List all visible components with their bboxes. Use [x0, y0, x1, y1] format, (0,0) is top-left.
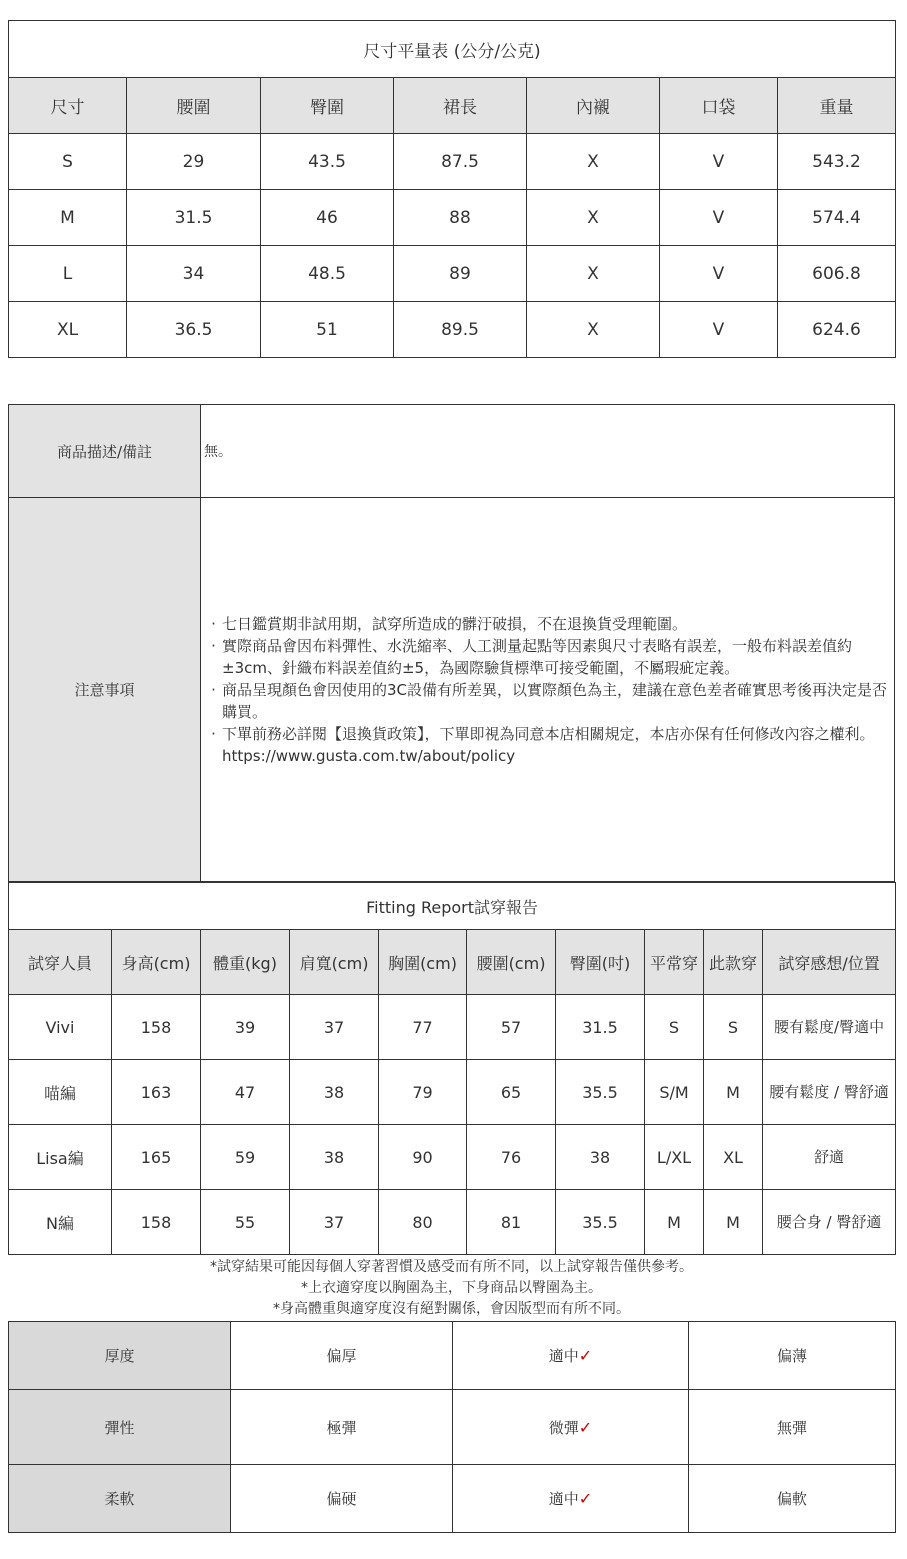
fitting-cell: L/XL — [645, 1125, 704, 1190]
fitting-cell: 59 — [201, 1125, 290, 1190]
notes-item: · 商品呈現顏色會因使用的3C設備有所差異，以實際顏色為主，建議在意色差者確實思考後再決定是否購買。 — [205, 679, 888, 723]
notes-label: 注意事項 — [9, 498, 201, 882]
fitting-cell: 31.5 — [556, 995, 645, 1060]
size-chart-row — [9, 134, 896, 190]
check-icon: ✓ — [578, 1417, 593, 1437]
size-chart-cell: 89.5 — [394, 302, 527, 358]
size-chart-cell: 29 — [127, 134, 261, 190]
fitting-cell: 76 — [467, 1125, 556, 1190]
fitting-cell: 喵編 — [9, 1060, 112, 1125]
fitting-header: 試穿人員 — [9, 930, 112, 995]
size-chart-cell: X — [527, 190, 660, 246]
fitting-cell: 79 — [379, 1060, 467, 1125]
size-chart-cell: 606.8 — [778, 246, 896, 302]
size-chart-table — [8, 20, 896, 358]
fitting-row — [9, 1125, 896, 1190]
fitting-cell: 158 — [112, 995, 201, 1060]
description-label: 商品描述/備註 — [9, 405, 201, 498]
fabric-option: 微彈✓ — [453, 1390, 689, 1465]
size-chart-cell: X — [527, 302, 660, 358]
size-chart-cell: 48.5 — [261, 246, 394, 302]
fitting-header: 平常穿 — [645, 930, 704, 995]
fitting-header: 肩寬(cm) — [290, 930, 379, 995]
size-chart-cell: X — [527, 246, 660, 302]
fitting-cell: S — [645, 995, 704, 1060]
notes-list — [201, 613, 894, 767]
description-value: 無。 — [204, 444, 232, 460]
size-chart-header: 臀圍 — [261, 78, 394, 134]
size-chart-header: 裙長 — [394, 78, 527, 134]
size-chart-cell: 574.4 — [778, 190, 896, 246]
fitting-cell: Lisa編 — [9, 1125, 112, 1190]
fitting-cell: XL — [704, 1125, 763, 1190]
fitting-header: 胸圍(cm) — [379, 930, 467, 995]
fabric-option: 偏薄 — [689, 1322, 896, 1390]
size-chart-cell: 543.2 — [778, 134, 896, 190]
fitting-cell: 77 — [379, 995, 467, 1060]
fitting-cell: 90 — [379, 1125, 467, 1190]
size-chart-header: 重量 — [778, 78, 896, 134]
size-chart-cell: 43.5 — [261, 134, 394, 190]
fitting-cell: S — [704, 995, 763, 1060]
fitting-cell: 163 — [112, 1060, 201, 1125]
size-chart-cell: S — [9, 134, 127, 190]
size-chart-header: 口袋 — [660, 78, 778, 134]
fitting-cell: 腰有鬆度 / 臀舒適 — [763, 1060, 896, 1125]
size-chart-header: 腰圍 — [127, 78, 261, 134]
disclaimer-line: *上衣適穿度以胸圍為主，下身商品以臀圍為主。 — [301, 1280, 602, 1296]
fitting-cell: 腰合身 / 臀舒適 — [763, 1190, 896, 1255]
disclaimer-line: *試穿結果可能因每個人穿著習慣及感受而有所不同，以上試穿報告僅供參考。 — [210, 1259, 693, 1275]
notes-item: · 下單前務必詳閱【退換貨政策】，下單即視為同意本店相關規定，本店亦保有任何修改內容之權利。https://www.gusta.com.tw/about/policy — [205, 723, 888, 767]
fitting-header: 臀圍(吋) — [556, 930, 645, 995]
fitting-cell: 81 — [467, 1190, 556, 1255]
fitting-report-title: Fitting Report試穿報告 — [9, 883, 896, 930]
size-chart-cell: V — [660, 134, 778, 190]
fitting-cell: 57 — [467, 995, 556, 1060]
check-icon: ✓ — [578, 1489, 593, 1508]
fitting-cell: 腰有鬆度/臀適中 — [763, 995, 896, 1060]
fitting-report-table — [8, 882, 896, 1255]
fitting-disclaimer — [8, 1257, 895, 1320]
fitting-cell: 55 — [201, 1190, 290, 1255]
fabric-row — [9, 1322, 896, 1390]
size-chart-cell: XL — [9, 302, 127, 358]
product-info-table — [8, 404, 895, 882]
fabric-label: 厚度 — [9, 1322, 231, 1390]
fitting-header: 身高(cm) — [112, 930, 201, 995]
size-chart-cell: M — [9, 190, 127, 246]
disclaimer-line: *身高體重與適穿度沒有絕對關係，會因版型而有所不同。 — [273, 1301, 630, 1317]
fabric-label: 彈性 — [9, 1390, 231, 1465]
fabric-row — [9, 1390, 896, 1465]
size-chart-cell: 89 — [394, 246, 527, 302]
size-chart-cell: 31.5 — [127, 190, 261, 246]
size-chart-cell: V — [660, 246, 778, 302]
fitting-row — [9, 1060, 896, 1125]
fabric-option: 偏硬 — [231, 1465, 453, 1533]
fitting-cell: 158 — [112, 1190, 201, 1255]
fitting-cell: S/M — [645, 1060, 704, 1125]
fitting-header: 體重(kg) — [201, 930, 290, 995]
fitting-row — [9, 1190, 896, 1255]
fabric-label: 柔軟 — [9, 1465, 231, 1533]
size-chart-cell: 46 — [261, 190, 394, 246]
fabric-option: 無彈 — [689, 1390, 896, 1465]
size-chart-cell: L — [9, 246, 127, 302]
check-icon: ✓ — [578, 1346, 593, 1365]
fitting-row — [9, 995, 896, 1060]
fitting-cell: 37 — [290, 1190, 379, 1255]
fitting-cell: 舒適 — [763, 1125, 896, 1190]
fitting-header-row — [9, 930, 896, 995]
fitting-cell: 35.5 — [556, 1060, 645, 1125]
fitting-cell: 37 — [290, 995, 379, 1060]
size-chart-row — [9, 302, 896, 358]
size-chart-header: 內襯 — [527, 78, 660, 134]
fitting-header: 此款穿 — [704, 930, 763, 995]
fitting-cell: 38 — [290, 1125, 379, 1190]
fitting-cell: 35.5 — [556, 1190, 645, 1255]
size-chart-cell: 624.6 — [778, 302, 896, 358]
fabric-option: 極彈 — [231, 1390, 453, 1465]
fitting-cell: 65 — [467, 1060, 556, 1125]
size-chart-header: 尺寸 — [9, 78, 127, 134]
size-chart-cell: X — [527, 134, 660, 190]
fitting-cell: M — [645, 1190, 704, 1255]
size-chart-cell: V — [660, 302, 778, 358]
fitting-cell: 80 — [379, 1190, 467, 1255]
fabric-option: 偏厚 — [231, 1322, 453, 1390]
size-chart-row — [9, 246, 896, 302]
fabric-option: 適中✓ — [453, 1322, 689, 1390]
size-chart-cell: 36.5 — [127, 302, 261, 358]
fabric-properties-table — [8, 1321, 896, 1533]
size-chart-cell: V — [660, 190, 778, 246]
fitting-cell: 165 — [112, 1125, 201, 1190]
size-chart-cell: 51 — [261, 302, 394, 358]
size-chart-cell: 88 — [394, 190, 527, 246]
fitting-cell: 47 — [201, 1060, 290, 1125]
fitting-header: 試穿感想/位置 — [763, 930, 896, 995]
fitting-cell: 38 — [290, 1060, 379, 1125]
fitting-cell: M — [704, 1190, 763, 1255]
fabric-option: 偏軟 — [689, 1465, 896, 1533]
fabric-option: 適中✓ — [453, 1465, 689, 1533]
fitting-cell: Vivi — [9, 995, 112, 1060]
fabric-row — [9, 1465, 896, 1533]
fitting-header: 腰圍(cm) — [467, 930, 556, 995]
notes-item: · 實際商品會因布料彈性、水洗縮率、人工測量起點等因素與尺寸表略有誤差，一般布料誤差值約±3cm、針織布料誤差值約±5，為國際驗貨標準可接受範圍，不屬瑕疵定義。 — [205, 635, 888, 679]
size-chart-cell: 34 — [127, 246, 261, 302]
fitting-cell: N編 — [9, 1190, 112, 1255]
size-chart-header-row — [9, 78, 896, 134]
size-chart-cell: 87.5 — [394, 134, 527, 190]
notes-item: · 七日鑑賞期非試用期，試穿所造成的髒汙破損，不在退換貨受理範圍。 — [205, 613, 888, 635]
fitting-cell: 39 — [201, 995, 290, 1060]
size-chart-title: 尺寸平量表 (公分/公克) — [9, 21, 896, 78]
size-chart-row — [9, 190, 896, 246]
fitting-cell: 38 — [556, 1125, 645, 1190]
fitting-cell: M — [704, 1060, 763, 1125]
